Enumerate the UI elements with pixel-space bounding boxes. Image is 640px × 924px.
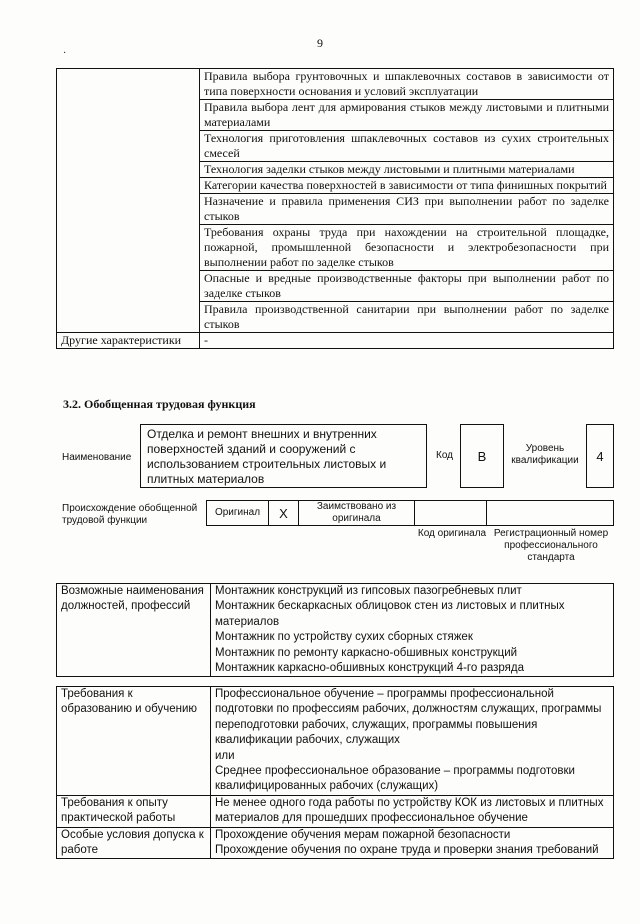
list-item: Монтажник каркасно-обшивных конструкций 4-го разряда xyxy=(215,662,524,675)
experience-value xyxy=(211,795,614,827)
code-value: B xyxy=(460,424,504,488)
education-value xyxy=(211,687,614,796)
scan-dot: · xyxy=(63,48,67,59)
original-code-cell xyxy=(415,501,487,525)
table-row xyxy=(57,827,614,859)
name-label: Наименование xyxy=(62,452,132,463)
table-row xyxy=(57,69,614,100)
qualification-level-value: 4 xyxy=(586,424,614,488)
list-item: Монтажник конструкций из гипсовых пазогребневых плит xyxy=(215,585,522,597)
list-item: Не менее одного года работы по устройству КОК из листовых и плитных материалов для прошедших профессиональное обучение xyxy=(215,796,604,825)
code-label: Код xyxy=(436,450,454,461)
professions-label: Возможные наименования должностей, профессий xyxy=(57,584,211,677)
professions-list xyxy=(211,584,614,677)
professions-table xyxy=(56,583,614,677)
reg-number-label: Регистрационный номер профессионального стандарта xyxy=(493,528,609,563)
knowledge-item: Технология заделки стыков между листовыми и плитными материалами xyxy=(200,162,614,178)
section-heading: 3.2. Обобщенная трудовая функция xyxy=(63,397,256,411)
knowledge-item: Правила выбора лент для армирования стыков между листовыми и плитными материалами xyxy=(200,100,614,131)
knowledge-item: Требования охраны труда при нахождении на строительной площадке, пожарной, промышленной безопасности и электробезопасности при выполнении работ по заделке стыков xyxy=(200,225,614,271)
empty-label-cell xyxy=(57,69,200,333)
borrowed-label: Заимствовано из оригинала xyxy=(299,501,415,525)
requirements-table xyxy=(56,686,614,859)
qualification-level-label: Уровень квалификации xyxy=(511,443,579,466)
knowledge-item: Правила производственной санитарии при выполнении работ по заделке стыков xyxy=(200,302,614,333)
list-item: или xyxy=(215,749,235,762)
list-item: Среднее профессиональное образование – программы подготовки квалифицированных рабочих (служащих) xyxy=(215,765,575,793)
reg-number-cell xyxy=(487,501,613,525)
knowledge-table xyxy=(56,68,614,349)
list-item: Прохождение обучения мерам пожарной безопасности xyxy=(215,828,511,841)
list-item: Прохождение обучения по охране труда и проверки знания требований xyxy=(215,844,599,857)
knowledge-item: Опасные и вредные производственные факторы при выполнении работ по заделке стыков xyxy=(200,271,614,302)
table-row xyxy=(57,584,614,677)
knowledge-item: Категории качества поверхностей в зависимости от типа финишных покрытий xyxy=(200,178,614,194)
origin-label: Происхождение обобщенной трудовой функции xyxy=(62,503,198,526)
original-mark: X xyxy=(269,501,299,525)
page-number: 9 xyxy=(317,36,323,50)
original-label: Оригинал xyxy=(207,501,269,525)
list-item: Монтажник бескаркасных облицовок стен из листовых и плитных материалов xyxy=(215,600,565,628)
admission-value xyxy=(211,827,614,859)
code-original-label: Код оригинала xyxy=(417,528,487,539)
table-row xyxy=(57,687,614,796)
experience-label: Требования к опыту практической работы xyxy=(57,795,211,827)
other-characteristics-label: Другие характеристики xyxy=(57,333,200,349)
admission-label: Особые условия допуска к работе xyxy=(57,827,211,859)
list-item: Монтажник по ремонту каркасно-обшивных конструкций xyxy=(215,646,518,659)
other-characteristics-value: - xyxy=(200,333,614,349)
list-item: Монтажник по устройству сухих сборных стяжек xyxy=(215,631,473,644)
knowledge-item: Назначение и правила применения СИЗ при выполнении работ по заделке стыков xyxy=(200,194,614,225)
function-name-box: Отделка и ремонт внешних и внутренних поверхностей зданий и сооружений с использованием строительных листовых и плитных материалов xyxy=(140,424,427,488)
education-label: Требования к образованию и обучению xyxy=(57,687,211,796)
list-item: Профессиональное обучение – программы профессиональной подготовки по профессиям рабочих, должностям служащих, программы переподготовки рабочих, служащих, программы повышения квалификации рабочих, служащих xyxy=(215,688,602,747)
table-row xyxy=(57,795,614,827)
origin-row xyxy=(206,500,614,526)
knowledge-item: Правила выбора грунтовочных и шпаклевочных составов в зависимости от типа поверхности основания и условий эксплуатации xyxy=(200,69,614,100)
knowledge-item: Технология приготовления шпаклевочных составов из сухих строительных смесей xyxy=(200,131,614,162)
table-row xyxy=(57,333,614,349)
